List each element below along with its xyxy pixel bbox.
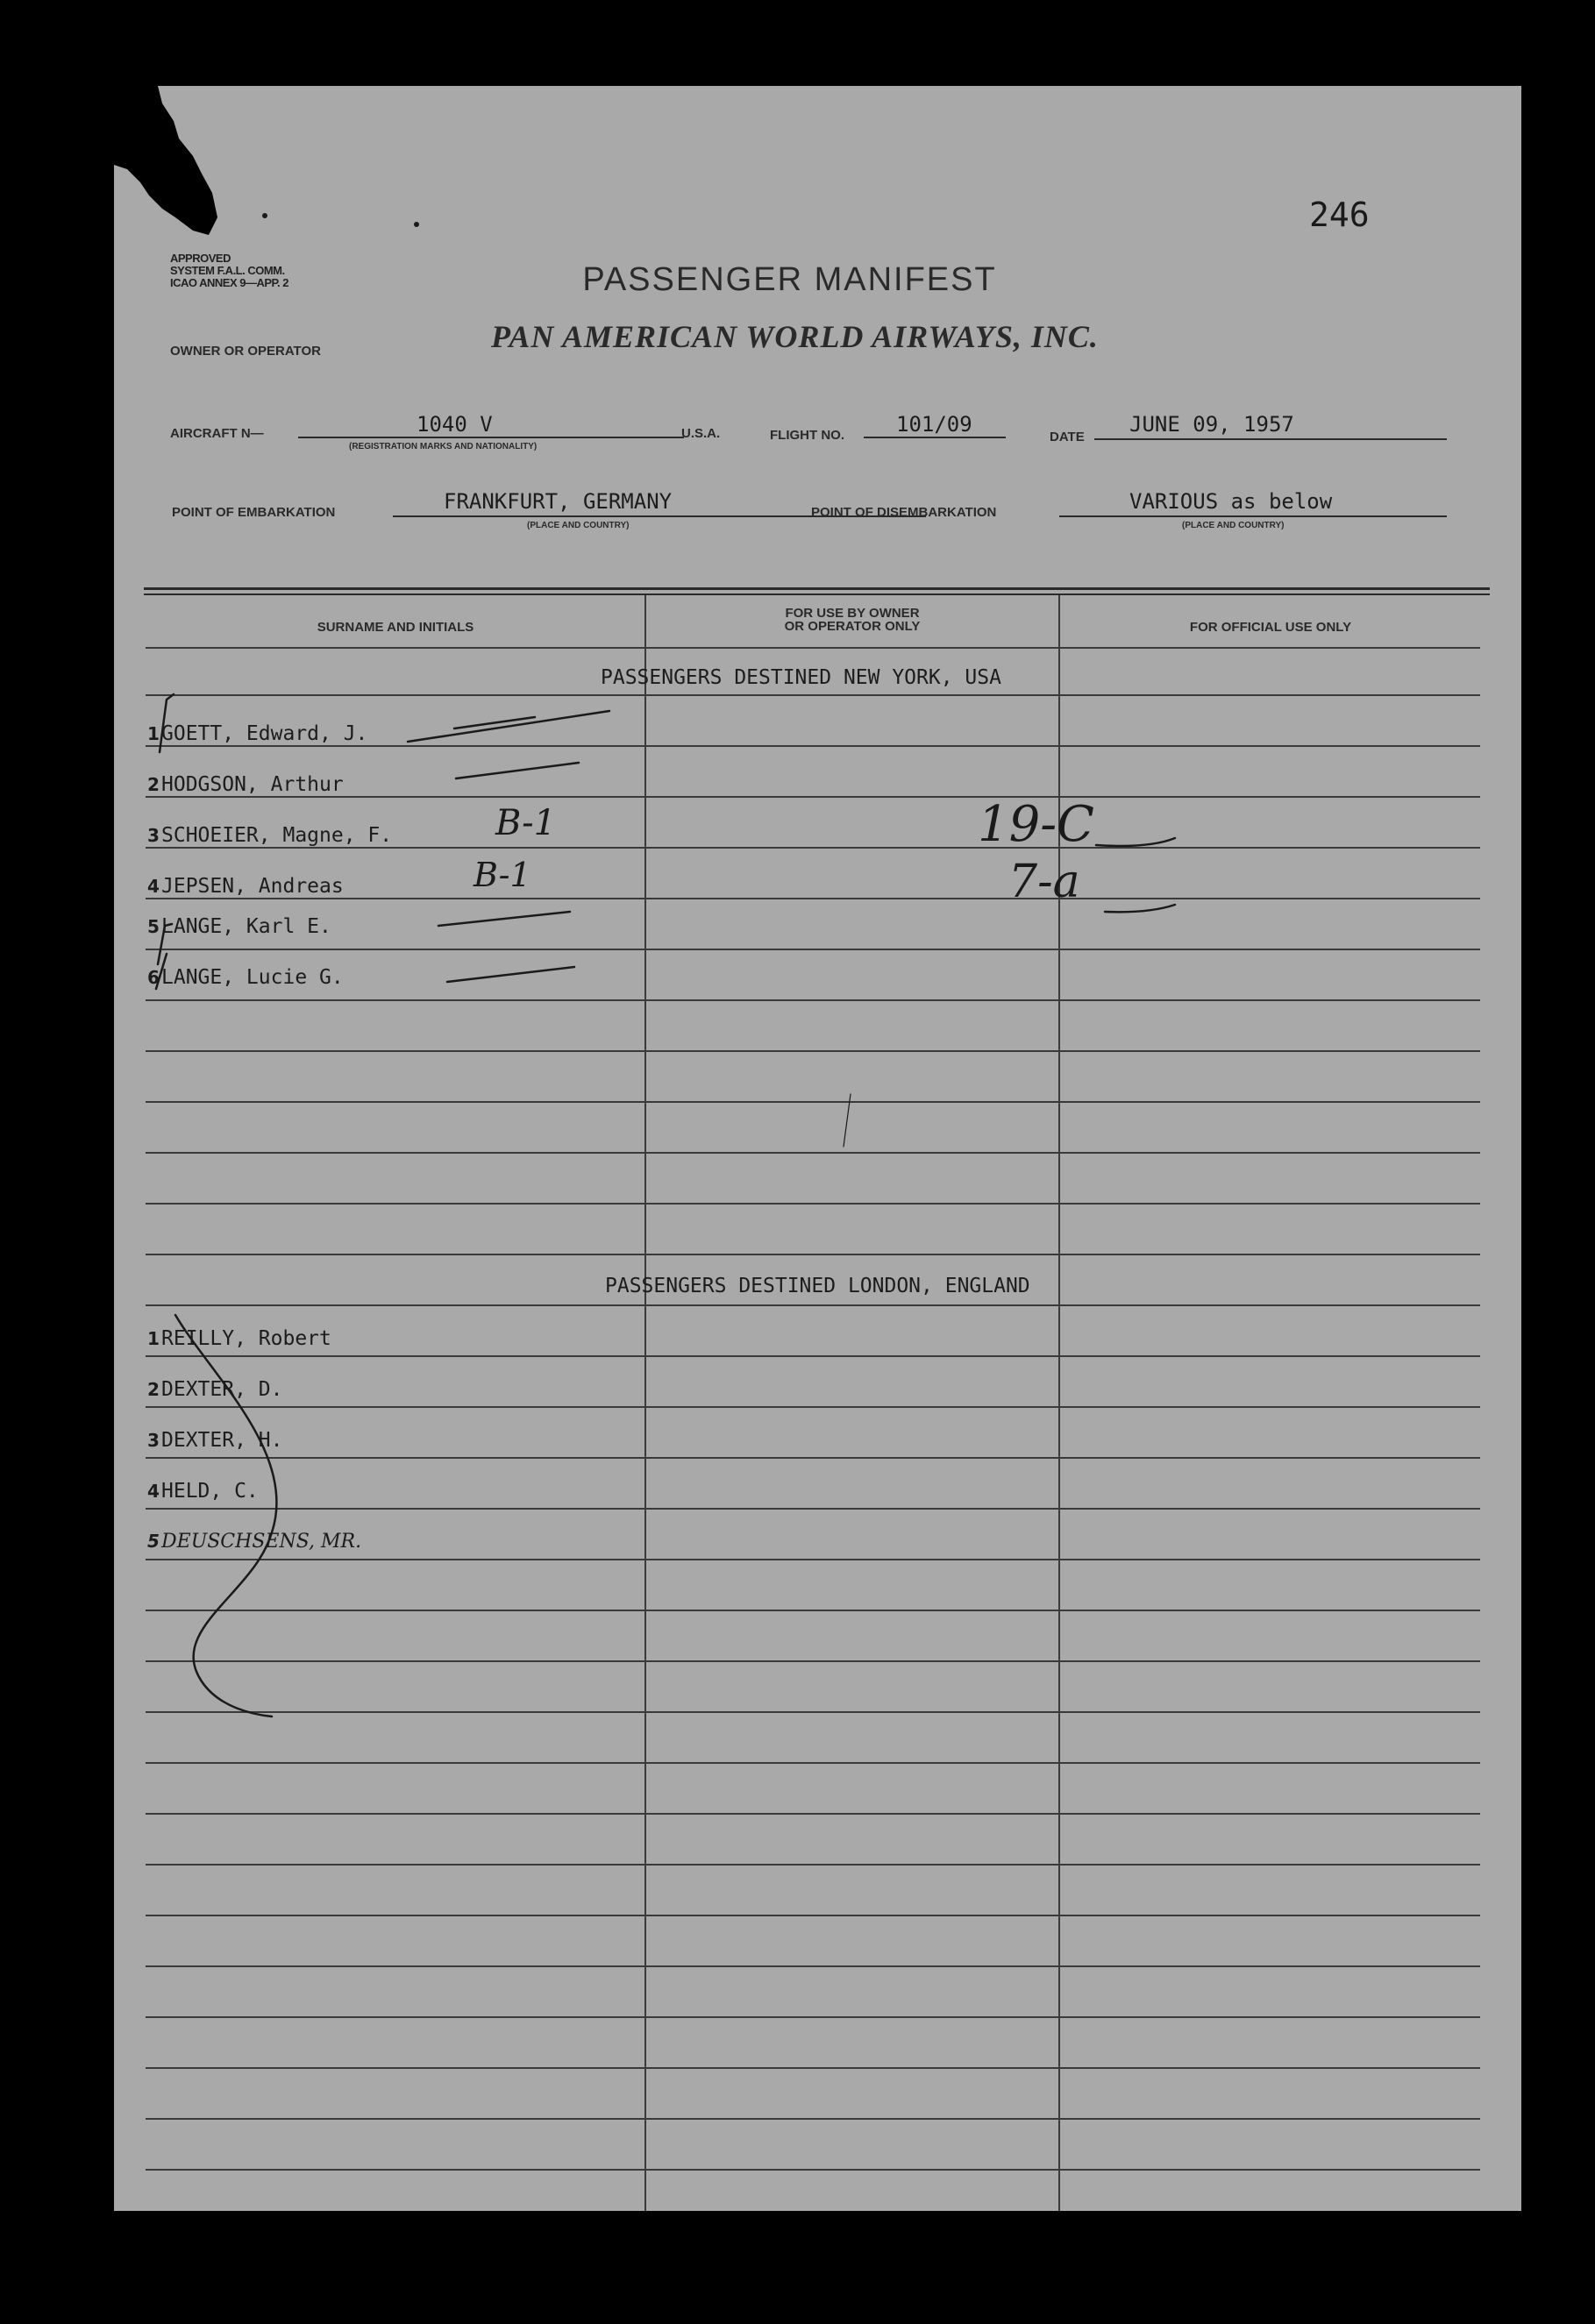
passenger-number: 1 xyxy=(147,1328,160,1349)
check-mark xyxy=(156,954,167,989)
approval-line: ICAO ANNEX 9—APP. 2 xyxy=(170,276,288,289)
passenger-number: 3 xyxy=(147,825,160,846)
aircraft-label: AIRCRAFT N— xyxy=(170,426,264,441)
disembarkation-label: POINT OF DISEMBARKATION xyxy=(811,505,997,520)
passenger-name: DEXTER, D. xyxy=(161,1378,283,1401)
column-header-line: OR OPERATOR ONLY xyxy=(784,619,921,634)
column-header-line: FOR USE BY OWNER xyxy=(785,606,920,621)
embarkation-label: POINT OF EMBARKATION xyxy=(172,505,336,520)
passenger-name: LANGE, Lucie G. xyxy=(161,966,344,989)
stray-dot xyxy=(262,213,267,218)
owner-label: OWNER OR OPERATOR xyxy=(170,344,321,359)
section-heading-london: PASSENGERS DESTINED LONDON, ENGLAND xyxy=(605,1275,1030,1297)
stray-dot xyxy=(414,222,419,227)
operator-name: PAN AMERICAN WORLD AIRWAYS, INC. xyxy=(491,319,1099,354)
page-number: 246 xyxy=(1309,195,1370,234)
passenger-name: DEUSCHSENS, MR. xyxy=(161,1531,362,1553)
handwritten-official-code: 7-a xyxy=(1008,856,1080,908)
passenger-name: HODGSON, Arthur xyxy=(161,773,344,796)
passenger-name: GOETT, Edward, J. xyxy=(161,722,368,745)
passenger-number: 4 xyxy=(147,1481,160,1502)
flight-no-label: FLIGHT NO. xyxy=(770,428,844,443)
embarkation-value: FRANKFURT, GERMANY xyxy=(444,489,673,514)
approval-line: SYSTEM F.A.L. COMM. xyxy=(170,264,285,277)
passenger-number: 2 xyxy=(147,774,160,795)
passenger-name: JEPSEN, Andreas xyxy=(161,875,344,898)
handwritten-marks xyxy=(114,86,1521,2211)
underline-mark xyxy=(1105,905,1175,912)
dash-mark xyxy=(438,912,570,926)
passenger-name: DEXTER, H. xyxy=(161,1429,283,1452)
underline-mark xyxy=(1096,838,1175,846)
dash-mark xyxy=(447,967,574,982)
embarkation-caption: (PLACE AND COUNTRY) xyxy=(527,521,630,530)
passenger-number: 6 xyxy=(147,967,160,988)
approval-line: APPROVED xyxy=(170,252,231,265)
manifest-sheet xyxy=(114,86,1521,2211)
passenger-number: 2 xyxy=(147,1379,160,1400)
disembarkation-caption: (PLACE AND COUNTRY) xyxy=(1182,521,1285,530)
dash-mark xyxy=(408,711,609,742)
date-label: DATE xyxy=(1050,430,1085,444)
page-title: PASSENGER MANIFEST xyxy=(582,261,997,298)
handwritten-note: B-1 xyxy=(495,803,557,843)
handwritten-note: B-1 xyxy=(474,856,531,894)
passenger-number: 3 xyxy=(147,1430,160,1451)
passenger-number: 4 xyxy=(147,876,160,897)
passenger-number: 5 xyxy=(147,1531,160,1552)
disembarkation-value: VARIOUS as below xyxy=(1129,489,1333,514)
check-mark xyxy=(160,694,174,752)
passenger-number: 1 xyxy=(147,723,160,744)
group-brace xyxy=(175,1315,277,1716)
passenger-name: SCHOEIER, Magne, F. xyxy=(161,824,393,847)
passenger-name: LANGE, Karl E. xyxy=(161,915,331,938)
flight-no-value: 101/09 xyxy=(896,412,972,437)
stray-mark xyxy=(844,1094,851,1147)
registration-caption: (REGISTRATION MARKS AND NATIONALITY) xyxy=(349,442,538,451)
passenger-name: HELD, C. xyxy=(161,1480,259,1503)
section-heading-new-york: PASSENGERS DESTINED NEW YORK, USA xyxy=(601,666,1001,689)
column-header-surname: SURNAME AND INITIALS xyxy=(317,620,474,635)
column-header-official: FOR OFFICIAL USE ONLY xyxy=(1189,620,1352,635)
dash-mark xyxy=(456,763,579,778)
passenger-name: REILLY, Robert xyxy=(161,1327,331,1350)
country-label: U.S.A. xyxy=(681,426,721,441)
handwritten-official-code: 19-C xyxy=(978,796,1095,853)
aircraft-value: 1040 V xyxy=(417,412,493,437)
dash-mark xyxy=(454,717,535,728)
passenger-number: 5 xyxy=(147,916,160,937)
date-value: JUNE 09, 1957 xyxy=(1129,412,1294,437)
